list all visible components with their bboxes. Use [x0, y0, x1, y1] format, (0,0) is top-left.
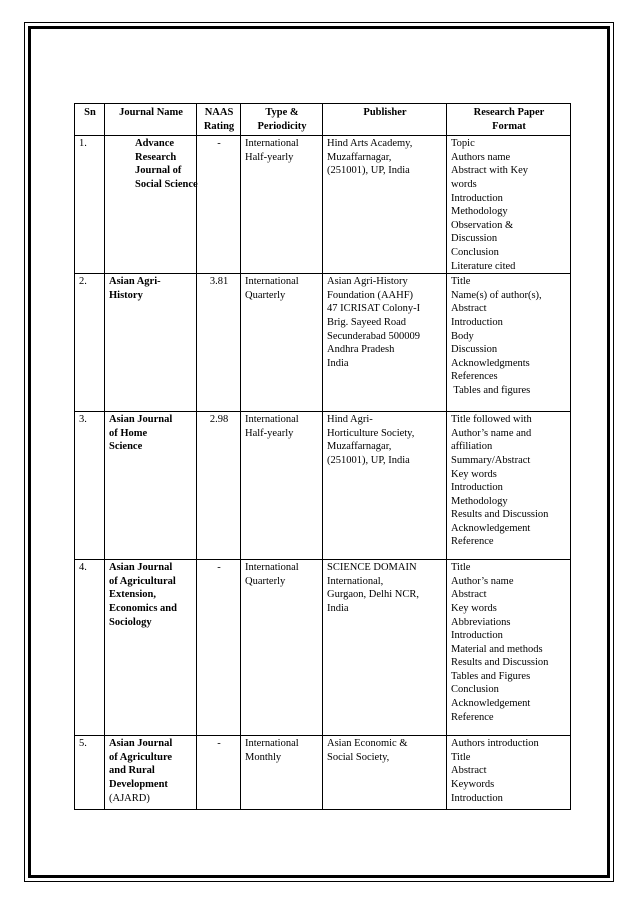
cell-text-line: Title [451, 276, 471, 288]
cell-text-line: Research [135, 151, 177, 163]
cell-text-line: Abstract with Key [451, 165, 528, 177]
header-sn: Sn [75, 104, 105, 136]
cell-research-format [447, 412, 571, 560]
cell-publisher [323, 560, 447, 736]
cell-journal-name [105, 736, 197, 810]
cell-text-line: Methodology [451, 206, 508, 218]
header-journal-name: Journal Name [105, 104, 197, 136]
cell-text-line: International [245, 562, 299, 574]
cell-text-line: Acknowledgement [451, 698, 531, 710]
cell-sn: 3. [75, 412, 105, 560]
cell-text-line: Abstract [451, 765, 487, 777]
cell-publisher [323, 274, 447, 412]
cell-text-line: Material and methods [451, 643, 543, 655]
cell-text-line: Acknowledgments [451, 357, 530, 369]
table-row [75, 560, 571, 736]
cell-text-line: Keywords [451, 778, 495, 790]
cell-text-line: Type & [265, 107, 299, 118]
cell-type-periodicity [241, 274, 323, 412]
cell-text-line: Social Society, [327, 751, 390, 763]
cell-type-periodicity [241, 412, 323, 560]
cell-naas-rating: - [197, 560, 241, 736]
cell-text-line: Conclusion [451, 684, 499, 696]
header-type-periodicity [241, 104, 323, 136]
cell-text-line: Brig. Sayeed Road [327, 316, 407, 328]
cell-text-line: Tables and Figures [451, 670, 531, 682]
cell-journal-name [105, 560, 197, 736]
cell-publisher [323, 412, 447, 560]
cell-text-line: Half-yearly [245, 427, 294, 439]
cell-text-line: Hind Agri- [327, 414, 373, 426]
cell-text-line: (AJARD) [109, 792, 150, 804]
cell-text-line: Asian Agri-History [327, 276, 408, 288]
cell-text-line: of Agricultural [109, 575, 176, 587]
cell-text-line: Body [451, 330, 474, 342]
cell-research-format [447, 736, 571, 810]
cell-text-line: Science [109, 441, 143, 453]
cell-text-line: Andhra Pradesh [327, 344, 395, 356]
cell-text-line: Development [109, 778, 168, 790]
cell-text-line: International [245, 276, 299, 288]
cell-journal-name [105, 136, 197, 274]
cell-text-line: Key words [451, 468, 497, 480]
cell-text-line: Asian Economic & [327, 738, 408, 750]
cell-text-line: Discussion [451, 344, 498, 356]
cell-research-format [447, 136, 571, 274]
cell-text-line: Author’s name [451, 575, 514, 587]
cell-text-line: Key words [451, 602, 497, 614]
cell-text-line: Monthly [245, 751, 282, 763]
cell-text-line: Format [492, 120, 526, 132]
cell-naas-rating: 3.81 [197, 274, 241, 412]
cell-type-periodicity [241, 136, 323, 274]
header-naas-rating [197, 104, 241, 136]
cell-text-line: words [451, 178, 477, 190]
cell-text-line: Introduction [451, 316, 503, 328]
cell-text-line: Conclusion [451, 246, 499, 258]
cell-text-line: Results and Discussion [451, 509, 549, 521]
journals-table [74, 103, 571, 810]
cell-text-line: Foundation (AAHF) [327, 289, 414, 301]
cell-naas-rating: - [197, 136, 241, 274]
cell-text-line: Title [451, 751, 471, 763]
cell-journal-name [105, 274, 197, 412]
cell-sn: 1. [75, 136, 105, 274]
cell-text-line: Journal of [135, 165, 182, 177]
cell-text-line: Name(s) of author(s), [451, 289, 542, 301]
cell-text-line: Introduction [451, 792, 503, 804]
table-row [75, 136, 571, 274]
cell-text-line: Extension, [109, 589, 156, 601]
cell-text-line: affiliation [451, 441, 493, 453]
cell-text-line: Asian Journal [109, 414, 173, 426]
cell-text-line: Discussion [451, 233, 498, 245]
cell-text-line: Rating [203, 120, 235, 132]
cell-text-line: Quarterly [245, 289, 286, 301]
cell-text-line: Hind Arts Academy, [327, 138, 413, 150]
cell-text-line: Methodology [451, 495, 508, 507]
cell-text-line: Reference [451, 536, 494, 548]
cell-text-line: Half-yearly [245, 151, 294, 163]
cell-text-line: Horticulture Society, [327, 427, 415, 439]
cell-journal-name [105, 412, 197, 560]
cell-text-line: of Home [109, 427, 148, 439]
cell-publisher [323, 736, 447, 810]
table-row [75, 412, 571, 560]
table-row [75, 736, 571, 810]
cell-text-line: Economics and [109, 602, 177, 614]
cell-text-line: NAAS [204, 107, 234, 118]
cell-text-line: (251001), UP, India [327, 454, 410, 466]
cell-text-line: Abstract [451, 303, 487, 315]
cell-text-line: Title [451, 562, 471, 574]
cell-text-line: Introduction [451, 192, 503, 204]
cell-text-line: India [327, 357, 349, 369]
cell-research-format [447, 560, 571, 736]
cell-text-line: International, [327, 575, 384, 587]
cell-naas-rating: - [197, 736, 241, 810]
cell-text-line: References [451, 371, 498, 383]
cell-text-line: Tables and figures [451, 384, 531, 396]
cell-text-line: 47 ICRISAT Colony-I [327, 303, 421, 315]
cell-naas-rating: 2.98 [197, 412, 241, 560]
cell-text-line: Asian Journal [109, 738, 173, 750]
cell-text-line: Acknowledgement [451, 522, 531, 534]
cell-text-line: Results and Discussion [451, 657, 549, 669]
cell-text-line: International [245, 138, 299, 150]
cell-sn: 4. [75, 560, 105, 736]
cell-text-line: Asian Agri- [109, 276, 161, 288]
cell-text-line: Introduction [451, 630, 503, 642]
cell-sn: 5. [75, 736, 105, 810]
cell-text-line: Literature cited [451, 260, 516, 272]
cell-text-line: Topic [451, 138, 475, 150]
cell-text-line: Sociology [109, 616, 152, 628]
cell-text-line: Advance [135, 138, 175, 150]
cell-text-line: Author’s name and [451, 427, 532, 439]
cell-text-line: Quarterly [245, 575, 286, 587]
cell-text-line: Title followed with [451, 414, 532, 426]
cell-text-line: Summary/Abstract [451, 454, 531, 466]
header-research-paper-format [447, 104, 571, 136]
cell-text-line: Gurgaon, Delhi NCR, [327, 589, 419, 601]
cell-sn: 2. [75, 274, 105, 412]
cell-text-line: International [245, 738, 299, 750]
cell-text-line: Periodicity [257, 120, 307, 132]
cell-text-line: Introduction [451, 482, 503, 494]
cell-text-line: and Rural [109, 765, 155, 777]
cell-text-line: SCIENCE DOMAIN [327, 562, 417, 574]
cell-text-line: Observation & [451, 219, 514, 231]
cell-text-line: (251001), UP, India [327, 165, 410, 177]
cell-text-line: Muzaffarnagar, [327, 151, 392, 163]
table-header-row [75, 104, 571, 136]
cell-text-line: Research Paper [473, 107, 545, 118]
header-publisher: Publisher [323, 104, 447, 136]
cell-text-line: International [245, 414, 299, 426]
cell-text-line: Authors introduction [451, 738, 539, 750]
cell-text-line: Reference [451, 711, 494, 723]
cell-text-line: Secunderabad 500009 [327, 330, 421, 342]
cell-text-line: Abstract [451, 589, 487, 601]
cell-text-line: India [327, 602, 349, 614]
cell-text-line: History [109, 289, 143, 301]
cell-text-line: Asian Journal [109, 562, 173, 574]
cell-type-periodicity [241, 560, 323, 736]
cell-publisher [323, 136, 447, 274]
cell-text-line: of Agriculture [109, 751, 173, 763]
cell-type-periodicity [241, 736, 323, 810]
cell-research-format [447, 274, 571, 412]
cell-text-line: Abbreviations [451, 616, 511, 628]
cell-text-line: Muzaffarnagar, [327, 441, 392, 453]
cell-text-line: Social Science [135, 178, 198, 190]
table-row [75, 274, 571, 412]
cell-text-line: Authors name [451, 151, 511, 163]
